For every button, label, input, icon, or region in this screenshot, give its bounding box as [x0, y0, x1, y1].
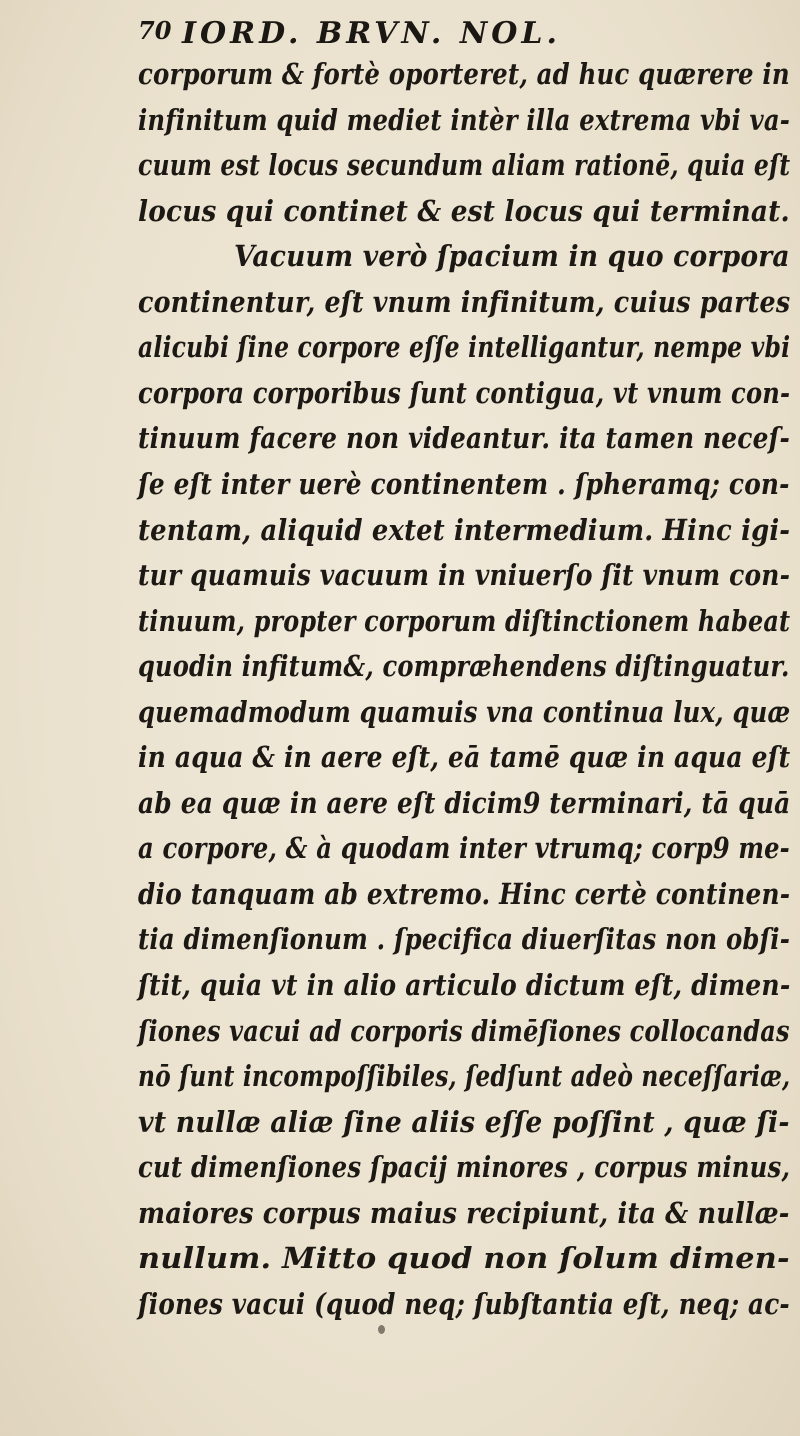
text-line: ab ea quæ in aere eſt dicim9 terminari, tā quā	[138, 786, 791, 820]
text-line: alicubi ſine corpore eſſe intelligantur, nempe vbi	[138, 330, 791, 364]
text-line: ſtit, quia vt in alio articulo dictum eſt, dimen-	[138, 968, 791, 1002]
text-line: corporum & fortè oporteret, ad huc quærere in	[138, 57, 790, 91]
text-line: nullum. Mitto quod non ſolum dimen-	[138, 1241, 790, 1275]
text-line: ſe eſt inter uerè continentem . ſpheramq; con-	[138, 467, 790, 501]
text-line: tinuum, propter corporum diſtinctionem habeat	[138, 604, 791, 638]
text-line: continentur, eſt vnum infinitum, cuius partes	[138, 285, 791, 319]
text-line: tur quamuis vacuum in vniuerſo ſit vnum con-	[138, 558, 791, 592]
text-line: nō ſunt incompoſſibiles, ſedſunt adeò neceſſariæ,	[138, 1059, 791, 1093]
text-line: quemadmodum quamuis vna continua lux, quæ	[138, 695, 791, 729]
text-line: ſiones vacui ad corporis dimēſiones collocandas	[138, 1014, 790, 1048]
text-line: in aqua & in aere eſt, eā tamē quæ in aqua eſt	[138, 740, 791, 774]
text-line: tinuum facere non videantur. ita tamen neceſ-	[138, 421, 791, 455]
text-line: infinitum quid mediet intèr illa extrema vbi va-	[138, 103, 791, 137]
text-line: cut dimenſiones ſpacij minores , corpus minus,	[138, 1150, 791, 1184]
text-line: a corpore, & à quodam inter vtrumq; corp9 me-	[138, 831, 790, 865]
running-title: IORD. BRVN. NOL.	[182, 16, 561, 51]
page-number: 70	[138, 16, 172, 45]
text-line: tentam, aliquid extet intermedium. Hinc igi-	[138, 513, 791, 547]
text-line: maiores corpus maius recipiunt, ita & nullæ-	[138, 1196, 790, 1230]
text-line: locus qui continet & est locus qui terminat.	[138, 194, 790, 228]
text-line: Vacuum verò ſpacium in quo corpora	[234, 239, 790, 273]
text-line: vt nullæ aliæ ſine aliis eſſe poſſint , quæ ſi-	[138, 1105, 790, 1139]
text-line: quodin infitum&, compræhendens diſtinguatur.	[138, 649, 790, 683]
text-line: cuum est locus secundum aliam rationē, quia eſt	[138, 148, 791, 182]
text-line: tia dimenſionum . ſpecifica diuerſitas non obſi-	[138, 922, 791, 956]
text-line: dio tanquam ab extremo. Hinc certè continen-	[138, 877, 791, 911]
text-line: corpora corporibus ſunt contigua, vt vnum con-	[138, 376, 791, 410]
ink-speck	[378, 1325, 385, 1334]
text-line: ſiones vacui (quod neq; ſubſtantia eſt, neq; ac-	[138, 1287, 790, 1321]
